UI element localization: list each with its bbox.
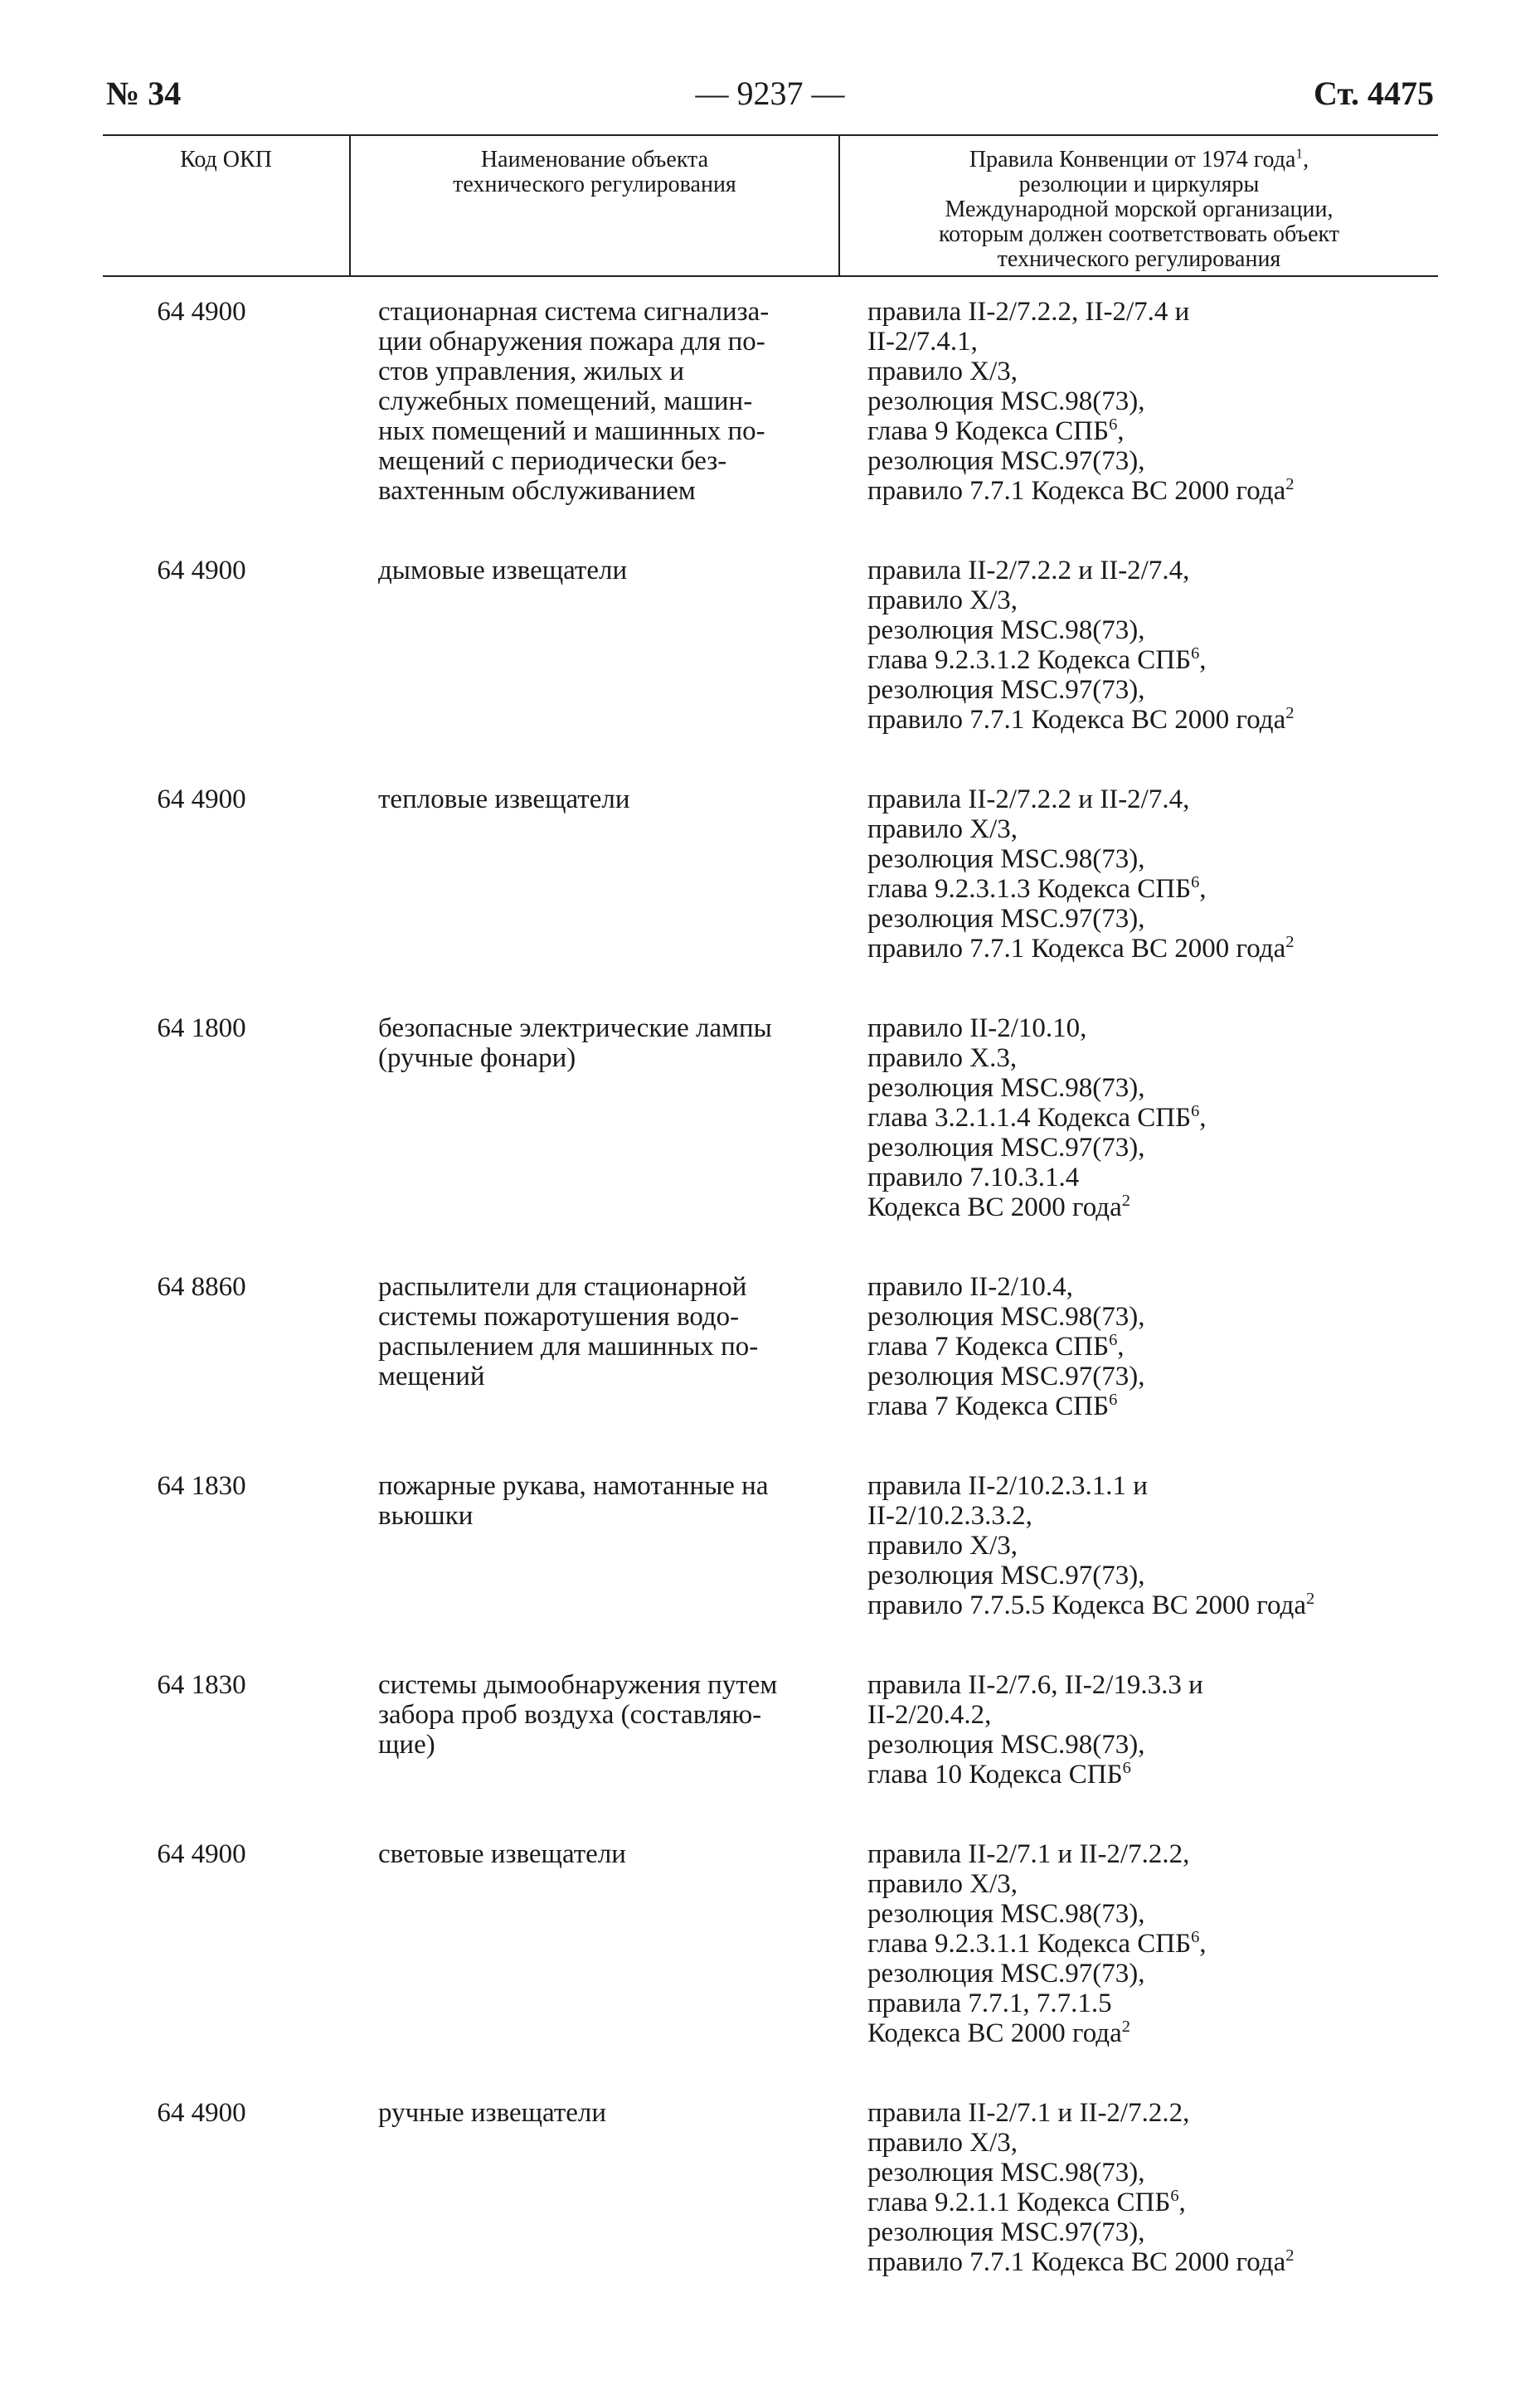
object-name-cell [350, 2098, 839, 2327]
rule-line: резолюция MSC.97(73), [867, 1362, 1145, 1391]
rule-line: правила II-2/7.2.2, II-2/7.4 и [867, 297, 1190, 327]
footnote-mark: 2 [1285, 2246, 1295, 2265]
object-name-line: щие) [378, 1730, 435, 1760]
col-header-rules-line: Правила Конвенции от 1974 года$^1$, [969, 145, 1309, 172]
rules-cell [839, 276, 1438, 556]
footnote-mark: 6 [1191, 644, 1200, 663]
object-name-line: ных помещений и машинных по- [378, 416, 765, 446]
rule-line: правила II-2/7.1 и II-2/7.2.2, [867, 2098, 1190, 2128]
rule-line: резолюция MSC.97(73), [867, 446, 1145, 476]
object-name-line: мещений с периодически без- [378, 446, 727, 476]
rule-line: правила 7.7.1, 7.7.1.5 [867, 1989, 1112, 2018]
rule-line: резолюция MSC.98(73), [867, 2158, 1145, 2188]
object-name-cell [350, 1272, 839, 1471]
footnote-mark: 2 [1285, 704, 1295, 722]
okp-code-cell: 64 4900 [157, 1839, 246, 1869]
object-name-cell [350, 1471, 839, 1670]
okp-code-cell: 64 4900 [157, 297, 246, 327]
rule-line: Кодекса ВС 2000 года$^2$ [867, 1192, 1130, 1222]
regulation-table [103, 134, 1438, 2327]
object-name-line: мещений [378, 1362, 485, 1391]
rule-line: резолюция MSC.97(73), [867, 1133, 1145, 1163]
rule-line: глава 3.2.1.1.4 Кодекса СПБ$^6$, [867, 1102, 1207, 1133]
object-name-line: вьюшки [378, 1501, 474, 1531]
rule-line: правило X/3, [867, 357, 1018, 386]
rule-line: глава 9 Кодекса СПБ$^6$, [867, 415, 1125, 446]
rule-line: правило II-2/10.10, [867, 1013, 1087, 1043]
col-header-rules-line: резолюции и циркуляры [1018, 172, 1260, 197]
footnote-mark: 2 [1306, 1590, 1315, 1608]
footnote-mark: 6 [1122, 1759, 1131, 1777]
table-row [103, 1272, 1438, 1471]
rule-line: правило 7.7.1 Кодекса ВС 2000 года$^2$ [867, 933, 1295, 964]
object-name-line: распылители для стационарной [378, 1272, 747, 1302]
footnote-mark: 2 [1121, 1192, 1130, 1210]
rule-line: правило 7.10.3.1.4 [867, 1163, 1080, 1192]
rule-line: правило X/3, [867, 585, 1018, 615]
rule-line: правило X.3, [867, 1043, 1018, 1073]
rules-cell [839, 1272, 1438, 1471]
footnote-mark: 2 [1285, 933, 1295, 951]
rule-line: глава 7 Кодекса СПБ$^6$, [867, 1331, 1125, 1362]
rule-line: Кодекса ВС 2000 года$^2$ [867, 2018, 1130, 2048]
rule-line: резолюция MSC.97(73), [867, 1561, 1145, 1590]
footnote-mark: 6 [1191, 873, 1200, 891]
rule-line: правила II-2/7.6, II-2/19.3.3 и [867, 1670, 1203, 1700]
issue-number: № 34 [106, 75, 182, 112]
footnote-mark: 2 [1121, 2018, 1130, 2036]
object-name-line: ручные извещатели [378, 2098, 607, 2128]
footnote-mark: 6 [1109, 415, 1118, 434]
object-name-line: пожарные рукава, намотанные на [378, 1471, 769, 1501]
rule-line: резолюция MSC.97(73), [867, 1959, 1145, 1989]
rule-line: II-2/7.4.1, [867, 327, 978, 357]
rule-line: правило X/3, [867, 814, 1018, 844]
rule-line: правила II-2/7.1 и II-2/7.2.2, [867, 1839, 1190, 1869]
table-row [103, 276, 1438, 556]
rule-line: глава 9.2.3.1.2 Кодекса СПБ$^6$, [867, 644, 1207, 675]
rule-line: правило II-2/10.4, [867, 1272, 1073, 1302]
rule-line: резолюция MSC.98(73), [867, 1899, 1145, 1929]
col-header-rules [839, 135, 1438, 276]
object-name-cell [350, 276, 839, 556]
page-number: — 9237 — [695, 75, 845, 112]
rule-line: резолюция MSC.98(73), [867, 386, 1145, 416]
object-name-cell [350, 1670, 839, 1839]
object-name-line: распылением для машинных по- [378, 1332, 759, 1362]
footnote-mark: 6 [1109, 1391, 1118, 1409]
rules-cell [839, 1471, 1438, 1670]
rules-cell [839, 784, 1438, 1013]
object-name-line: забора проб воздуха (составляю- [378, 1700, 762, 1730]
rule-line: резолюция MSC.98(73), [867, 844, 1145, 874]
rule-line: правило X/3, [867, 2128, 1018, 2158]
col-header-rules-line: которым должен соответствовать объект [939, 221, 1339, 247]
col-header-rules-line: технического регулирования [997, 246, 1281, 272]
rule-line: глава 9.2.3.1.3 Кодекса СПБ$^6$, [867, 873, 1207, 904]
okp-code-cell: 64 4900 [157, 784, 246, 814]
rule-line: резолюция MSC.98(73), [867, 1302, 1145, 1332]
col-header-rules-text: Правила Конвенции от 1974 года [969, 147, 1296, 172]
rule-line: резолюция MSC.98(73), [867, 615, 1145, 645]
footnote-mark: 2 [1285, 475, 1295, 493]
rule-line: правило X/3, [867, 1869, 1018, 1899]
rule-line: глава 7 Кодекса СПБ$^6$ [867, 1391, 1118, 1421]
table-row [103, 1471, 1438, 1670]
table-body [103, 276, 1438, 2327]
footnote-mark: 6 [1191, 1928, 1200, 1946]
rules-cell [839, 1013, 1438, 1272]
footnote-mark: 6 [1109, 1331, 1118, 1349]
rule-line: правило 7.7.1 Кодекса ВС 2000 года$^2$ [867, 2246, 1295, 2277]
table-row [103, 1013, 1438, 1272]
rule-line: глава 10 Кодекса СПБ$^6$ [867, 1759, 1131, 1790]
okp-code-cell: 64 8860 [157, 1272, 246, 1302]
footnote-mark: 6 [1170, 2187, 1179, 2205]
table-row [103, 1670, 1438, 1839]
rules-cell [839, 556, 1438, 784]
rule-line: резолюция MSC.97(73), [867, 904, 1145, 934]
col-header-name [350, 135, 839, 276]
object-name-line: световые извещатели [378, 1839, 626, 1869]
object-name-line: стов управления, жилых и [378, 357, 685, 386]
col-header-rules-line: Международной морской организации, [945, 197, 1334, 222]
object-name-line: вахтенным обслуживанием [378, 476, 696, 506]
rule-line: правила II-2/10.2.3.1.1 и [867, 1471, 1148, 1501]
footnote-mark: 6 [1191, 1102, 1200, 1120]
col-header-name-line: Наименование объекта [480, 147, 709, 172]
rules-cell [839, 1670, 1438, 1839]
object-name-line: тепловые извещатели [378, 784, 630, 814]
rule-line: глава 9.2.3.1.1 Кодекса СПБ$^6$, [867, 1928, 1207, 1959]
object-name-cell [350, 1839, 839, 2098]
okp-code-cell: 64 4900 [157, 556, 246, 585]
col-header-code: Код ОКП [103, 135, 350, 276]
object-name-line: служебных помещений, машин- [378, 386, 753, 416]
object-name-line: (ручные фонари) [378, 1043, 576, 1073]
article-number: Ст. 4475 [1314, 75, 1434, 112]
rule-line: правила II-2/7.2.2 и II-2/7.4, [867, 784, 1190, 814]
table-row [103, 556, 1438, 784]
object-name-line: безопасные электрические лампы [378, 1013, 772, 1043]
rule-line: резолюция MSC.98(73), [867, 1730, 1145, 1760]
rule-line: глава 9.2.1.1 Кодекса СПБ$^6$, [867, 2187, 1186, 2217]
object-name-line: системы дымообнаружения путем [378, 1670, 778, 1700]
rule-line: правило 7.7.1 Кодекса ВС 2000 года$^2$ [867, 704, 1295, 735]
table-row [103, 2098, 1438, 2327]
rule-line: правило 7.7.1 Кодекса ВС 2000 года$^2$ [867, 475, 1295, 506]
col-header-name-line: технического регулирования [453, 172, 736, 197]
rule-line: II-2/10.2.3.3.2, [867, 1501, 1032, 1531]
rule-line: резолюция MSC.97(73), [867, 675, 1145, 705]
okp-code-cell: 64 1830 [157, 1471, 246, 1501]
object-name-cell [350, 784, 839, 1013]
okp-code-cell: 64 4900 [157, 2098, 246, 2128]
table-row [103, 784, 1438, 1013]
rule-line: резолюция MSC.98(73), [867, 1073, 1145, 1103]
table-header-row [103, 135, 1438, 276]
object-name-cell [350, 556, 839, 784]
rule-line: правило 7.7.5.5 Кодекса ВС 2000 года$^2$ [867, 1590, 1315, 1620]
rule-line: II-2/20.4.2, [867, 1700, 992, 1730]
table-row [103, 1839, 1438, 2098]
object-name-line: стационарная система сигнализа- [378, 297, 770, 327]
object-name-line: системы пожаротушения водо- [378, 1302, 740, 1332]
rule-line: резолюция MSC.97(73), [867, 2217, 1145, 2247]
footnote-mark: 1 [1295, 145, 1304, 162]
object-name-line: дымовые извещатели [378, 556, 628, 585]
okp-code-cell: 64 1800 [157, 1013, 246, 1043]
rules-cell [839, 2098, 1438, 2327]
rules-cell [839, 1839, 1438, 2098]
rule-line: правило X/3, [867, 1531, 1018, 1561]
object-name-cell [350, 1013, 839, 1272]
okp-code-cell: 64 1830 [157, 1670, 246, 1700]
object-name-line: ции обнаружения пожара для по- [378, 327, 765, 357]
rule-line: правила II-2/7.2.2 и II-2/7.4, [867, 556, 1190, 585]
